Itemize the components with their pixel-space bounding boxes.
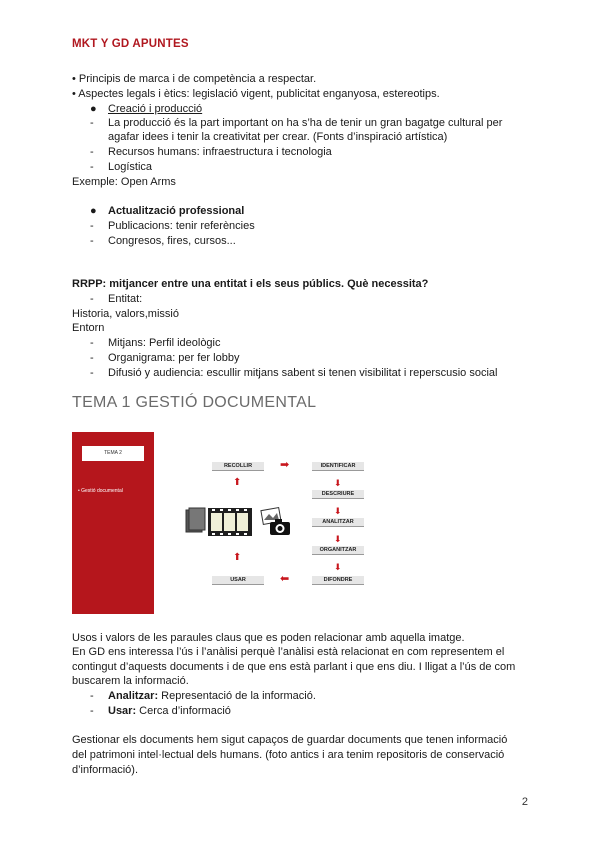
list-item-text: Cerca d’informació [136,705,231,717]
dash-marker: - [90,146,94,158]
text-line: • Principis de marca i de competència a respectar. [72,73,317,85]
text-line: buscarem la informació. [72,675,189,687]
arrow-down-icon: ⬇ [334,478,342,488]
text-line: Entorn [72,322,105,334]
text-line: del patrimoni intel·lectual dels humans. (foto antics i ara tenim repositoris de conservació [72,749,505,761]
list-item-label: Usar: [108,705,137,717]
document-header: MKT Y GD APUNTES [72,38,189,50]
box-identificar: IDENTIFICAR [312,462,364,471]
slide-thumbnail [72,432,154,614]
dash-marker: - [90,235,94,247]
list-item-label: Analitzar: [108,690,159,702]
dash-marker: - [90,352,94,364]
text-line: agafar idees i tenir la creativitat per crear. (Fonts d’inspiració artística) [108,131,448,143]
arrow-up-icon: ⬆ [233,552,242,563]
slide-item: • Gestió documental [78,488,123,494]
text-line: Usos i valors de les paraules claus que es poden relacionar amb aquella imatge. [72,632,465,644]
arrow-down-icon: ⬇ [334,506,342,516]
box-difondre: DIFONDRE [312,576,364,585]
section-heading: RRPP: mitjancer entre una entitat i els seus públics. Què necessita? [72,278,429,290]
arrow-down-icon: ⬇ [334,534,342,544]
text-line: Publicacions: tenir referències [108,220,255,232]
section-heading: Creació i producció [108,103,203,115]
list-item [108,689,316,703]
dash-marker: - [90,161,94,173]
list-item-text: Representació de la informació. [158,690,316,702]
dash-marker: - [90,690,94,702]
dash-marker: - [90,367,94,379]
dash-marker: - [90,337,94,349]
text-line: Difusió y audiencia: escullir mitjans sabent si tenen visibilitat i reperscusio social [108,367,498,379]
text-line: Congresos, fires, cursos... [108,235,236,247]
text-line: Logística [108,161,153,173]
bullet-icon: ● [90,103,97,115]
arrow-right-icon: ➡ [280,459,290,471]
arrow-up-icon: ⬆ [233,477,242,488]
text-line: Entitat: [108,293,143,305]
text-line: En GD ens interessa l’ús i l’anàlisi perquè l’anàlisi està relacionat en com representem el [72,646,505,658]
text-line: Organigrama: per fer lobby [108,352,240,364]
box-recollir: RECOLLIR [212,462,264,471]
bullet-icon: ● [90,205,97,217]
slide-title: TEMA 2 [82,446,144,461]
page-number: 2 [521,796,528,808]
box-organitzar: ORGANITZAR [312,546,364,555]
dash-marker: - [90,293,94,305]
text-line: Recursos humans: infraestructura i tecnologia [108,146,332,158]
box-usar: USAR [212,576,264,585]
section-heading: Actualització professional [108,205,245,217]
text-line: Historia, valors,missió [72,308,179,320]
list-item [108,704,231,718]
text-line: • Aspectes legals i ètics: legislació vigent, publicitat enganyosa, estereotips. [72,88,440,100]
box-descriure: DESCRIURE [312,490,364,499]
box-analitzar: ANALITZAR [312,518,364,527]
text-line: contingut d’aquests documents i de que ens està parlant i que ens diu. I lligat a l’ús de com [72,661,516,673]
dash-marker: - [90,220,94,232]
arrow-left-icon: ⬅ [280,573,290,585]
dash-marker: - [90,117,94,129]
text-line: Exemple: Open Arms [72,176,176,188]
documents-illustration-icon [184,506,296,538]
dash-marker: - [90,705,94,717]
section-title: TEMA 1 GESTIÓ DOCUMENTAL [72,394,317,411]
text-line: d’informació). [72,764,139,776]
text-line: Mitjans: Perfil ideològic [108,337,221,349]
arrow-down-icon: ⬇ [334,562,342,572]
text-line: La producció és la part important on ha s’ha de tenir un gran bagatge cultural per [108,117,503,129]
text-line: Gestionar els documents hem sigut capaços de guardar documents que tenen informació [72,734,508,746]
